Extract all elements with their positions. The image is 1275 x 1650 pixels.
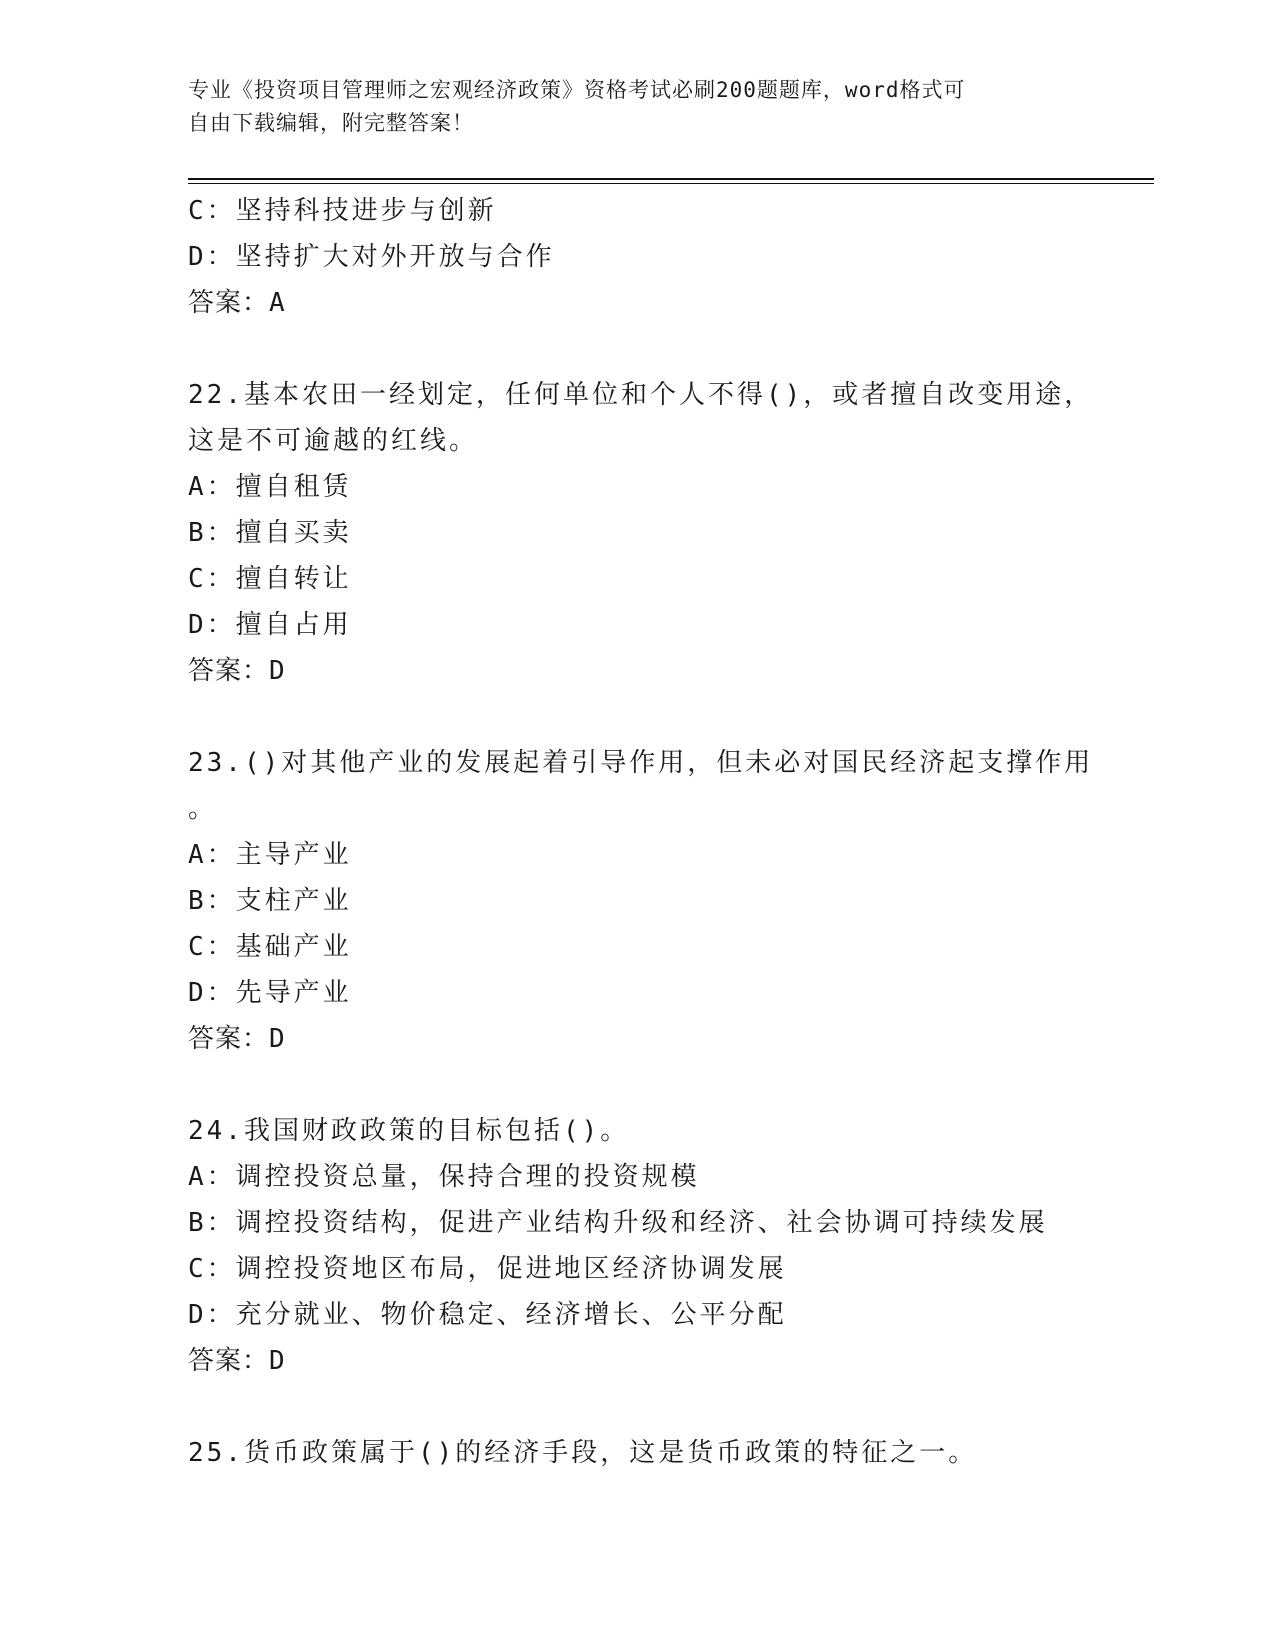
question-stem: 23.()对其他产业的发展起着引导作用，但未必对国民经济起支撑作用: [188, 748, 1094, 778]
question-23: [188, 740, 1148, 1062]
answer: 答案：D: [188, 656, 286, 686]
header-line-2: 自由下载编辑，附完整答案！: [188, 111, 474, 135]
option-a: A：主导产业: [188, 840, 352, 870]
spacer: [188, 326, 1148, 372]
header-rule-thin: [188, 183, 1154, 184]
question-22: [188, 372, 1148, 694]
spacer: [188, 1384, 1148, 1430]
question-stem: 25.货币政策属于()的经济手段，这是货币政策的特征之一。: [188, 1438, 978, 1468]
option-d: D：擅自占用: [188, 610, 352, 640]
header-line-1: 专业《投资项目管理师之宏观经济政策》资格考试必刷200题题库，word格式可: [188, 78, 966, 102]
option-a: A：擅自租赁: [188, 472, 352, 502]
question-stem: 22.基本农田一经划定，任何单位和个人不得()，或者擅自改变用途，: [188, 380, 1094, 410]
question-stem-continued: 这是不可逾越的红线。: [188, 426, 479, 456]
option-d: D：充分就业、物价稳定、经济增长、公平分配: [188, 1300, 787, 1330]
option-b: B：支柱产业: [188, 886, 352, 916]
spacer: [188, 694, 1148, 740]
question-24: [188, 1108, 1148, 1384]
page-header: [188, 74, 1068, 140]
option-c: C：基础产业: [188, 932, 352, 962]
question-25: [188, 1430, 1148, 1476]
question-stem-continued: 。: [188, 794, 218, 824]
header-rule-thick: [188, 178, 1154, 180]
question-21-continued: [188, 188, 1148, 326]
question-stem: 24.我国财政政策的目标包括()。: [188, 1116, 630, 1146]
answer: 答案：D: [188, 1346, 286, 1376]
answer: 答案：D: [188, 1024, 286, 1054]
option-c: C：调控投资地区布局，促进地区经济协调发展: [188, 1254, 787, 1284]
option-c: C：坚持科技进步与创新: [188, 196, 497, 226]
option-d: D：先导产业: [188, 978, 352, 1008]
option-a: A：调控投资总量，保持合理的投资规模: [188, 1162, 700, 1192]
option-d: D：坚持扩大对外开放与合作: [188, 242, 555, 272]
option-c: C：擅自转让: [188, 564, 352, 594]
option-b: B：擅自买卖: [188, 518, 352, 548]
spacer: [188, 1062, 1148, 1108]
document-body: [188, 188, 1148, 1476]
option-b: B：调控投资结构，促进产业结构升级和经济、社会协调可持续发展: [188, 1208, 1048, 1238]
answer: 答案：A: [188, 288, 286, 318]
